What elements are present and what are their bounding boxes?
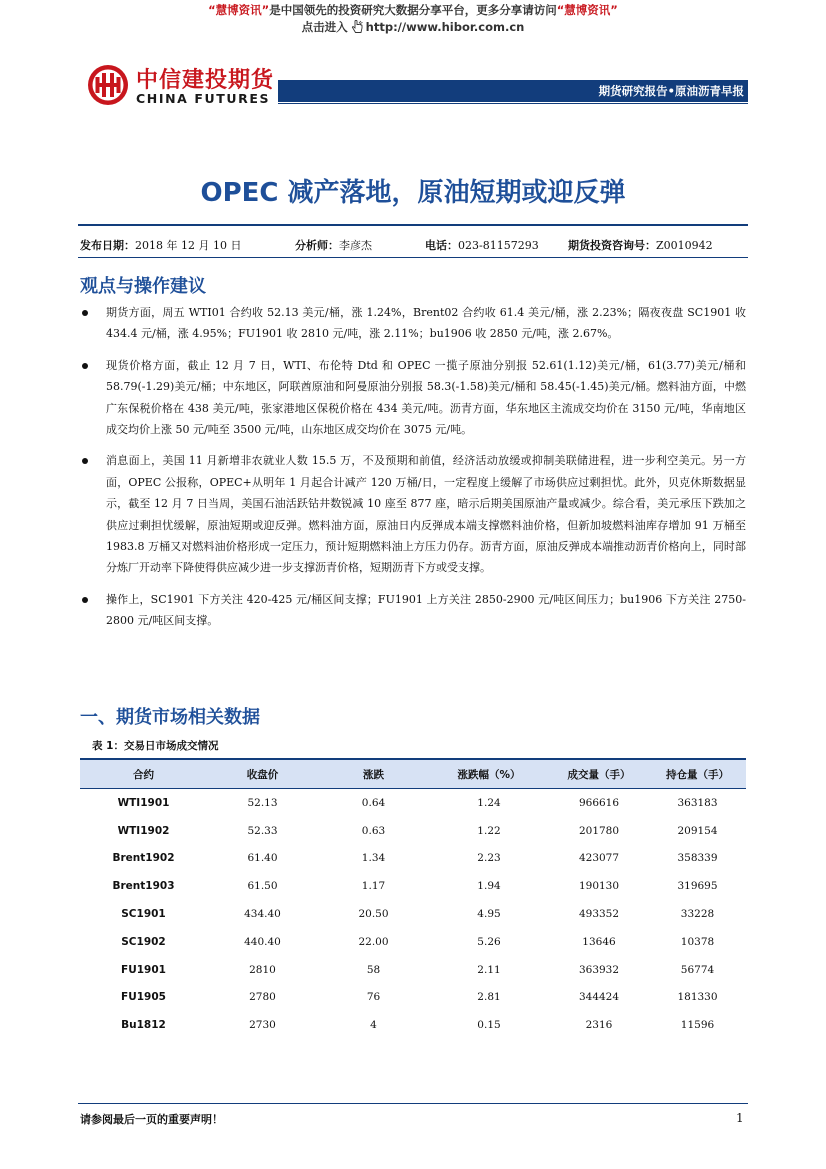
cell-change: 1.34 xyxy=(361,852,386,865)
cell-contract: Brent1903 xyxy=(112,880,175,893)
promo-text: 是中国领先的投资研究大数据分享平台，更多分享请访问 xyxy=(269,3,557,17)
cell-change-pct: 2.81 xyxy=(477,991,501,1004)
section-heading-views: 观点与操作建议 xyxy=(80,276,206,297)
bullet-text: 现货价格方面，截止 12 月 7 日，WTI、布伦特 Dtd 和 OPEC 一揽子原油分别报 52.61(1.12)美元/桶，61(3.77)美元/桶和 58.79(-1.29)美元/桶；中东地区，阿联酋原油和阿曼原油分别报 58.3(-1.58)美元/桶和 58.45(-1.45)美元/桶。燃料油方面，中燃广东保税价格在 438 美元/吨，张家港地区保税价格在 434 美元/吨。沥青方面，华东地区主流成交均价在 3150 元/吨，华南地区成交均价上涨 50 元/吨至 3500 元/吨，山东地区成交均价在 3075 元/吨。 xyxy=(106,358,746,437)
market-data-table xyxy=(80,758,746,1039)
publish-date xyxy=(80,237,241,253)
table-row xyxy=(80,817,746,845)
cell-change-pct: 1.24 xyxy=(477,796,501,809)
cell-contract: SC1902 xyxy=(121,935,166,948)
table-row xyxy=(80,1011,746,1039)
cell-change-pct: 5.26 xyxy=(477,935,501,948)
cell-volume: 13646 xyxy=(582,935,616,948)
cell-change: 22.00 xyxy=(358,935,389,948)
cell-change: 0.63 xyxy=(361,824,386,837)
table-row xyxy=(80,928,746,956)
cell-volume: 190130 xyxy=(578,880,620,893)
col-header-volume: 成交量（手） xyxy=(549,759,649,789)
cell-contract: WTI1902 xyxy=(117,824,170,837)
cell-volume: 966616 xyxy=(578,796,620,809)
cell-volume: 493352 xyxy=(578,908,620,921)
license xyxy=(568,237,713,253)
report-meta xyxy=(80,237,750,257)
cell-close: 434.40 xyxy=(244,908,281,921)
cell-volume: 423077 xyxy=(578,852,620,865)
cell-contract: WTI1901 xyxy=(117,796,170,809)
license-value: Z0010942 xyxy=(656,239,713,252)
table-row xyxy=(80,789,746,817)
title-divider xyxy=(78,224,748,226)
disclaimer-note: 请参阅最后一页的重要声明！ xyxy=(80,1113,223,1126)
bullet-item xyxy=(80,589,746,632)
cell-change-pct: 2.11 xyxy=(477,963,501,976)
cell-open-interest: 319695 xyxy=(677,880,718,893)
cell-contract: Bu1812 xyxy=(121,1019,166,1032)
cell-close: 2780 xyxy=(249,991,276,1004)
bullet-text: 期货方面，周五 WTI01 合约收 52.13 美元/桶，涨 1.24%，Brent02 合约收 61.4 美元/桶，涨 2.23%；隔夜夜盘 SC1901 收 434.4 元/桶，涨 4.95%；FU1901 收 2810 元/吨，涨 2.11%；bu1906 收 2850 元/吨，涨 2.67%。 xyxy=(106,306,746,341)
header-underline xyxy=(278,103,748,104)
col-header-close: 收盘价 xyxy=(207,759,318,789)
publish-date-value: 2018 年 12 月 10 日 xyxy=(135,239,242,252)
cell-open-interest: 181330 xyxy=(677,991,718,1004)
cell-close: 61.50 xyxy=(247,880,278,893)
license-label: 期货投资咨询号： xyxy=(568,239,656,252)
bullet-item xyxy=(80,450,746,578)
pointer-hand-icon xyxy=(350,20,364,34)
cell-change: 76 xyxy=(366,991,381,1004)
cell-volume: 344424 xyxy=(578,991,620,1004)
cell-open-interest: 56774 xyxy=(680,963,715,976)
cell-contract: FU1905 xyxy=(121,991,166,1004)
bullet-item xyxy=(80,302,746,345)
promo-click-text[interactable]: 点击进入 xyxy=(301,20,348,34)
cell-contract: SC1901 xyxy=(121,908,166,921)
promo-brand-right[interactable]: “慧博资讯” xyxy=(556,3,618,17)
report-title: OPEC 减产落地，原油短期或迎反弹 xyxy=(200,178,626,208)
cell-close: 440.40 xyxy=(244,935,281,948)
section-heading-market-data: 一、期货市场相关数据 xyxy=(80,707,260,728)
analyst-label: 分析师： xyxy=(295,239,339,252)
cell-volume: 2316 xyxy=(585,1019,613,1032)
company-logo xyxy=(86,63,286,109)
cell-close: 61.40 xyxy=(247,852,278,865)
cell-close: 52.33 xyxy=(247,824,278,837)
cell-change-pct: 2.23 xyxy=(477,852,501,865)
table-row xyxy=(80,984,746,1012)
bullet-dot-icon xyxy=(82,458,88,464)
cell-change: 4 xyxy=(370,1019,377,1032)
col-header-contract: 合约 xyxy=(80,759,207,789)
col-header-change-pct: 涨跌幅（%） xyxy=(429,759,549,789)
views-bullet-list xyxy=(80,302,746,642)
cell-change-pct: 1.22 xyxy=(477,824,501,837)
phone-value: 023-81157293 xyxy=(458,239,539,252)
cell-close: 52.13 xyxy=(247,796,278,809)
promo-line-1 xyxy=(0,2,826,19)
phone-label: 电话： xyxy=(425,239,458,252)
meta-divider xyxy=(78,257,748,258)
promo-line-2 xyxy=(0,19,826,36)
cell-change: 0.64 xyxy=(361,796,386,809)
publish-date-label: 发布日期： xyxy=(80,239,135,252)
report-type-label: 期货研究报告•原油沥青早报 xyxy=(598,84,744,98)
table-caption: 表 1：交易日市场成交情况 xyxy=(92,740,219,752)
promo-banner xyxy=(0,2,826,36)
table-header-row xyxy=(80,759,746,789)
promo-url-link[interactable]: http://www.hibor.com.cn xyxy=(365,20,525,34)
cell-change: 20.50 xyxy=(358,908,389,921)
logo-chinese-name: 中信建投期货 xyxy=(136,68,275,93)
cell-volume: 363932 xyxy=(578,963,620,976)
promo-brand-left[interactable]: “慧博资讯” xyxy=(208,3,270,17)
cell-open-interest: 10378 xyxy=(680,935,715,948)
table-row xyxy=(80,956,746,984)
cell-volume: 201780 xyxy=(578,824,620,837)
table-row xyxy=(80,872,746,900)
cell-open-interest: 11596 xyxy=(680,1019,715,1032)
col-header-open-interest: 持仓量（手） xyxy=(649,759,746,789)
footer-divider xyxy=(78,1103,748,1104)
cell-change-pct: 0.15 xyxy=(477,1019,501,1032)
cell-open-interest: 363183 xyxy=(677,796,718,809)
bullet-text: 消息面上，美国 11 月新增非农就业人数 15.5 万，不及预期和前值，经济活动放缓或抑制美联储进程，进一步利空美元。另一方面，OPEC 公报称，OPEC+从明年 1 月起合计减产 120 万桶/日，一定程度上缓解了市场供应过剩担忧。此外，贝克休斯数据显示，截至 12 月 7 日当周，美国石油活跃钻井数锐减 10 座至 877 座，暗示后期美国原油产量或减少。综合看，美元承压下跌加之供应过剩担忧缓解，原油短期或迎反弹。燃料油方面，原油日内反弹成本端支撑燃料油价格，但新加坡燃料油库存增加 91 万桶至 1983.8 万桶又对燃料油价格形成一定压力，预计短期燃料油上方压力仍存。沥青方面，原油反弹成本端推动沥青价格向上，同时部分炼厂开动率下降使得供应减少进一步支撑沥青价格，短期沥青下方或受支撑。 xyxy=(106,454,746,575)
cell-close: 2730 xyxy=(249,1019,276,1032)
bullet-dot-icon xyxy=(82,363,88,369)
cell-change: 58 xyxy=(366,963,381,976)
cell-open-interest: 209154 xyxy=(677,824,718,837)
analyst xyxy=(295,237,372,253)
table-row xyxy=(80,845,746,873)
analyst-value: 李彦杰 xyxy=(339,239,372,252)
cell-change-pct: 1.94 xyxy=(477,880,501,893)
cell-change: 1.17 xyxy=(361,880,386,893)
col-header-change: 涨跌 xyxy=(318,759,429,789)
bullet-dot-icon xyxy=(82,310,88,316)
china-futures-logo-icon xyxy=(86,63,130,107)
phone xyxy=(425,237,539,253)
cell-close: 2810 xyxy=(249,963,276,976)
cell-open-interest: 358339 xyxy=(677,852,718,865)
cell-contract: Brent1902 xyxy=(112,852,175,865)
bullet-item xyxy=(80,355,746,441)
page-number: 1 xyxy=(736,1111,744,1125)
cell-change-pct: 4.95 xyxy=(477,908,501,921)
table-row xyxy=(80,900,746,928)
cell-contract: FU1901 xyxy=(121,963,166,976)
bullet-text: 操作上，SC1901 下方关注 420-425 元/桶区间支撑；FU1901 上方关注 2850-2900 元/吨区间压力；bu1906 下方关注 2750-2800 元/吨区间支撑。 xyxy=(106,592,746,628)
bullet-dot-icon xyxy=(82,597,88,603)
logo-english-name: CHINA FUTURES xyxy=(136,91,271,106)
cell-open-interest: 33228 xyxy=(680,908,715,921)
